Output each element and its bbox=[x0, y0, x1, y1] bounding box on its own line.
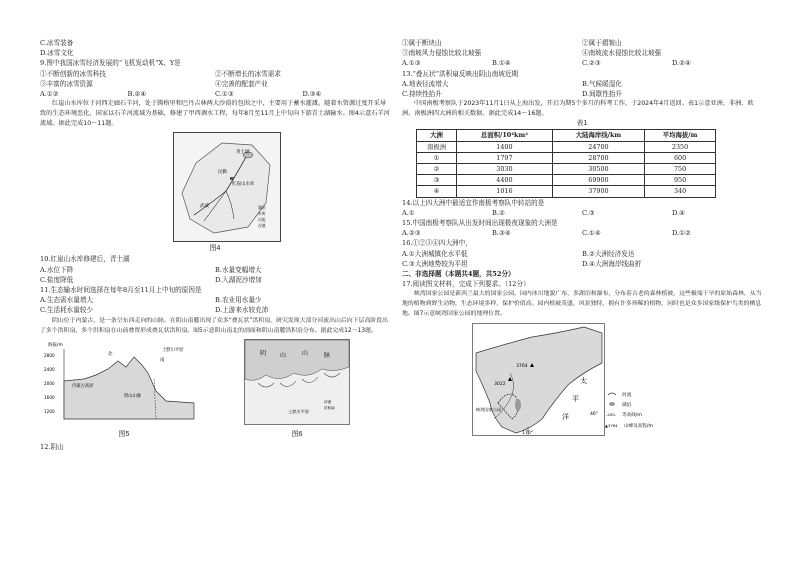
q16-opts-row1 bbox=[402, 249, 762, 259]
table-cell: 3030 bbox=[457, 164, 553, 175]
legend-reservoir: 水库 bbox=[258, 211, 266, 217]
table-1-caption: 表1 bbox=[576, 120, 588, 128]
legend-contour: 等高线/m bbox=[622, 413, 642, 419]
q9-items-row1 bbox=[40, 69, 390, 79]
table-cell: 750 bbox=[645, 164, 716, 175]
q15-stem: 15.中国南极考察队从出发时间出现极夜现象的大洲是 bbox=[402, 219, 558, 228]
legend-river: 河流 bbox=[258, 217, 266, 223]
fig7-ocean-char: 太 bbox=[580, 377, 587, 386]
legend-river: 河流 bbox=[622, 393, 632, 399]
legend-desert: 沙漠 bbox=[258, 223, 266, 229]
reservoir-icon bbox=[230, 177, 234, 180]
table-cell: 69900 bbox=[552, 175, 644, 186]
q11-option: B.农业用水量少 bbox=[215, 296, 262, 305]
fig5-plateau-label: 内蒙古高原 bbox=[72, 383, 94, 389]
table-header: 大洲 bbox=[417, 130, 457, 141]
q14-choice: B.② bbox=[492, 208, 505, 217]
q9-stem: 9.图中我国冰雪经济发展的“飞机发动机”X、Y是 bbox=[40, 59, 181, 68]
q12-item: ③南坡风力侵蚀比较北坡强 bbox=[402, 49, 482, 58]
alluvial-fan-map bbox=[244, 339, 350, 427]
q12-choices bbox=[402, 58, 762, 68]
table-row bbox=[417, 186, 716, 197]
table-cell: 1797 bbox=[457, 152, 553, 163]
fig6-char: 山 bbox=[302, 349, 309, 357]
q14-choice: A.① bbox=[402, 208, 415, 217]
q13-option: D.间歇性抬升 bbox=[582, 90, 623, 99]
fig5-mountain-label: 阴山山脉 bbox=[124, 393, 142, 399]
fig7-peak-height: 3022 bbox=[494, 382, 506, 388]
q10-stem: 10.红崖山水库修建后，青土湖 bbox=[40, 255, 130, 264]
q10-option: C.盐度降低 bbox=[40, 275, 74, 284]
q16-stem: 16.①②③④四大洲中， bbox=[402, 239, 472, 248]
q8-option-d: D.冰雪文化 bbox=[40, 49, 74, 58]
q14-stem: 14.以上四大洲中最适宜作南极考察队中转站的是 bbox=[402, 198, 545, 207]
legend-peak-code: ▲3764 bbox=[605, 423, 618, 429]
q16-option: B.②大洲经济发达 bbox=[582, 249, 635, 258]
q11-stem: 11.生态输水时间选择在每年8月至11月上中旬的原因是 bbox=[40, 286, 202, 295]
legend-lake: 湖泊 bbox=[622, 403, 632, 409]
fig7-ocean-char: 洋 bbox=[562, 413, 569, 422]
passage-fiordland: 峡湾国家公园是新西兰最大的国家公园，园内冰川地貌广布，多湖泊和瀑布，分布着古老的森林植被。这些极端干旱的原始森林，从当地的植物到野生动物，生态环境多样，保护价值高。园内植被茂盛，风景独特，拥有许多珍稀的植物，同时也是众多国家级保护鸟类的栖息地。图7示意峡湾国家公园的地理位置。 bbox=[402, 291, 762, 318]
table-cell: ③ bbox=[417, 175, 457, 186]
fig5-ytick: 2000 bbox=[44, 380, 55, 386]
q9-items-row2 bbox=[40, 79, 390, 89]
fig5-ytick: 1200 bbox=[44, 408, 55, 414]
q13-stem: 13.“叠瓦状”洪积扇反映出阴山南坡近期 bbox=[402, 69, 519, 78]
map-label-minqin: 民勤 bbox=[218, 170, 227, 176]
legend-contour-code: -200- bbox=[606, 412, 616, 418]
table-cell: 600 bbox=[645, 152, 716, 163]
q13-opts-row1 bbox=[402, 79, 762, 89]
table-row bbox=[417, 164, 716, 175]
left-column bbox=[40, 38, 390, 452]
figures-5-6 bbox=[40, 339, 390, 440]
figure-5 bbox=[44, 339, 204, 440]
q12-items-row2 bbox=[402, 48, 762, 58]
table-cell: 南极洲 bbox=[417, 141, 457, 152]
q15-choice: D.①② bbox=[672, 229, 691, 238]
q12-item: ①属于断块山 bbox=[402, 39, 442, 47]
fig6-legend-fan: 洪积扇 bbox=[324, 405, 335, 410]
q9-choices bbox=[40, 89, 390, 99]
table-row bbox=[417, 152, 716, 163]
figure-4-caption: 图4 bbox=[209, 245, 221, 253]
table-cell: 24700 bbox=[552, 141, 644, 152]
table-cell: 37900 bbox=[552, 186, 644, 197]
figure-5-caption: 图5 bbox=[118, 430, 130, 438]
q10-opts-row2 bbox=[40, 275, 390, 285]
q11-option: D.上游来水较充沛 bbox=[215, 306, 269, 315]
q14-choices bbox=[402, 208, 762, 218]
table-cell: 340 bbox=[645, 186, 716, 197]
fig7-latitude: 46° bbox=[590, 412, 599, 418]
table-header: 平均海拔/m bbox=[645, 130, 716, 141]
q9-choice: A.①② bbox=[40, 90, 59, 99]
figure-4-map bbox=[173, 132, 281, 242]
table-header: 总面积/10⁴km² bbox=[457, 130, 553, 141]
table-cell: ④ bbox=[417, 186, 457, 197]
q9-choice: B.②④ bbox=[127, 90, 147, 99]
table-cell: 4400 bbox=[457, 175, 553, 186]
shiyang-river-map bbox=[174, 133, 280, 241]
fig7-peak-height: 3764 bbox=[516, 364, 528, 370]
yinshan-profile bbox=[44, 339, 204, 427]
q9-choice: C.①③ bbox=[215, 90, 234, 99]
fig7-lake bbox=[515, 399, 521, 411]
q12-item: ②属于褶皱山 bbox=[582, 39, 622, 47]
q10-opts-row1 bbox=[40, 265, 390, 275]
table-cell: ① bbox=[417, 152, 457, 163]
q13-option: B.气候暖湿化 bbox=[582, 79, 622, 88]
table-row bbox=[417, 141, 716, 152]
q9-item: ②不断增长的冰雪需求 bbox=[215, 69, 281, 78]
q12-items-row1 bbox=[402, 38, 762, 48]
fig5-north: 北 bbox=[108, 351, 113, 357]
fig6-legend-river: 河流 bbox=[324, 399, 332, 404]
fig5-ytick: 2800 bbox=[44, 352, 55, 358]
figure-7 bbox=[472, 323, 672, 439]
q8-option-c: C.冰雪装备 bbox=[40, 39, 74, 47]
q11-opts-row2 bbox=[40, 305, 390, 315]
q12-stem: 12.阴山 bbox=[40, 443, 64, 452]
map-legend bbox=[258, 205, 266, 228]
q16-option: A.①大洲城镇化水平低 bbox=[402, 249, 468, 258]
table-row bbox=[417, 175, 716, 186]
fig6-char: 阴 bbox=[260, 349, 267, 357]
table-cell: 2350 bbox=[645, 141, 716, 152]
passage-yinshan: 阴山位于内蒙古，是一条呈东西走向的山脉。在阴山南麓出现了众多“叠瓦状”洪积扇，研究发现大部分河流出山后向下层高阶段出了多个洪积扇，多个洪积扇在山前叠置形成叠瓦状洪积扇。图5示意阴山南北的剖面和阴山南麓洪积扇分布。据此完成12～13题。 bbox=[40, 317, 388, 334]
legend-peak: 山峰及高程/m bbox=[624, 424, 653, 430]
table-header: 大陆海岸线/km bbox=[552, 130, 644, 141]
q11-opts-row1 bbox=[40, 295, 390, 305]
q15-choice: C.①④ bbox=[582, 229, 601, 238]
fig5-ylabel: 海拔/m bbox=[48, 342, 63, 348]
figure-6 bbox=[244, 339, 350, 440]
q10-option: D.入湖泥沙增加 bbox=[215, 275, 262, 284]
q10-option: A.水位下降 bbox=[40, 265, 74, 274]
fig5-south: 南 bbox=[160, 357, 165, 363]
fig7-longitude: 170° bbox=[522, 431, 534, 437]
q13-opts-row2 bbox=[402, 89, 762, 99]
basin-outline bbox=[182, 143, 270, 233]
table-1 bbox=[416, 129, 716, 197]
fig5-ytick: 2400 bbox=[44, 366, 55, 372]
right-column bbox=[402, 38, 762, 439]
table-cell: 28700 bbox=[552, 152, 644, 163]
q12-choice: C.②③ bbox=[582, 59, 601, 68]
q14-choice: C.③ bbox=[582, 208, 595, 217]
q12-choice: B.①④ bbox=[492, 59, 511, 68]
map-label-reservoir: 红崖山水库 bbox=[232, 182, 255, 188]
q15-choice: B.③④ bbox=[492, 229, 511, 238]
figure-6-caption: 图6 bbox=[291, 430, 303, 438]
q17-stem: 17.阅读图文材料，完成下列要求。（12分） bbox=[402, 280, 530, 289]
q9-item: ④完善的配套产业 bbox=[215, 79, 268, 88]
passage-shiyang-river: 红崖山水库位于河西走廊石羊河，处于腾格里和巴丹吉林两大沙漠的包围之中，主要用于蓄水灌溉。随着水资源过度开采导致的生态环境恶化，国家以石羊河流域为基础，修建了甲西调水工程，每年8月至11月上中旬向下游青土湖输水。图4示意石羊河流域。据此完成10～11题。 bbox=[40, 100, 390, 128]
fig7-ocean-char: 平 bbox=[572, 395, 579, 404]
q13-option: C.持续性抬升 bbox=[402, 90, 442, 99]
q9-choice: D.③④ bbox=[302, 90, 322, 99]
table-cell: 1400 bbox=[457, 141, 553, 152]
q9-item: ①不断创新的冰雪科技 bbox=[40, 69, 106, 78]
fig7-legend bbox=[605, 391, 654, 429]
q12-choice: D.②④ bbox=[672, 59, 691, 68]
q9-item: ③丰富的冰雪资源 bbox=[40, 79, 93, 88]
q16-opts-row2 bbox=[402, 259, 762, 269]
map-label-qingtu-lake: 青土湖 bbox=[236, 150, 250, 156]
table-cell: 950 bbox=[645, 175, 716, 186]
q15-choice: A.②③ bbox=[402, 229, 421, 238]
table-cell: ② bbox=[417, 164, 457, 175]
table-header-row bbox=[417, 130, 716, 141]
q10-option: B.水量变幅增大 bbox=[215, 265, 262, 274]
q16-option: D.④大洲海岸线曲折 bbox=[582, 259, 642, 268]
fig7-park-label: 峡湾国家公园 bbox=[476, 407, 502, 413]
q14-choice: D.④ bbox=[672, 208, 686, 217]
fig6-char: 山 bbox=[280, 351, 287, 359]
q13-option: A.地表径流增大 bbox=[402, 79, 449, 88]
q12-item: ④南坡流水侵蚀比较北坡强 bbox=[582, 49, 662, 58]
fig5-ytick: 1600 bbox=[44, 394, 55, 400]
legend-river-icon bbox=[608, 393, 616, 395]
section-heading: 二、非选择题（本题共4题，共52分） bbox=[402, 270, 515, 279]
fig5-plain-label: 土默川平原 bbox=[162, 347, 184, 353]
legend-lake: 湖泊 bbox=[258, 205, 266, 211]
map-label-wuwei: 武威 bbox=[200, 204, 209, 210]
fig6-char: 脉 bbox=[324, 351, 331, 359]
legend-lake-icon bbox=[609, 402, 615, 406]
q15-choices bbox=[402, 228, 762, 238]
q11-option: A.生态需水量增大 bbox=[40, 296, 94, 305]
passage-antarctic: 中国南极考察队于2023年11月1日从上海出发，开启为期5个多月的科考工作，于2024年4月返回。表1示意亚洲、非洲、欧洲、南极洲四大洲的相关数据。据此完成14～16题。 bbox=[402, 100, 754, 118]
fig6-plain-label: 土默川平原 bbox=[288, 408, 309, 414]
table-cell: 30500 bbox=[552, 164, 644, 175]
fiordland-map bbox=[472, 323, 672, 439]
q11-option: C.生活耗水量较少 bbox=[40, 306, 94, 315]
table-cell: 1016 bbox=[457, 186, 553, 197]
q16-option: C.③大洲地势较为平坦 bbox=[402, 259, 468, 268]
q12-choice: A.①③ bbox=[402, 59, 421, 68]
